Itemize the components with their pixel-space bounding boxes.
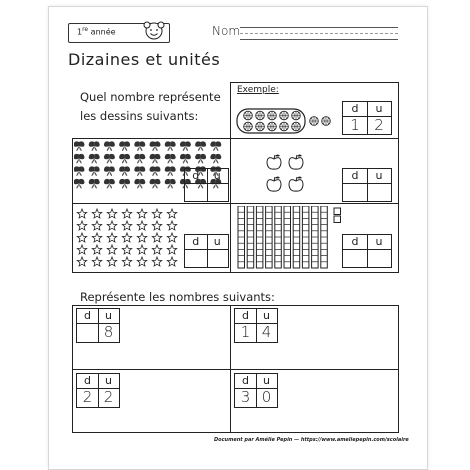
grid-line <box>72 272 399 273</box>
grid-line <box>398 82 399 272</box>
ball-icon <box>280 111 289 120</box>
ten-rod-icon <box>321 206 328 268</box>
u-label: u <box>105 309 112 322</box>
d-label: d <box>192 235 200 248</box>
star-icon <box>122 233 132 242</box>
star-icon <box>137 233 147 242</box>
d-label: d <box>242 374 249 387</box>
butterfly-icon <box>119 141 130 151</box>
answer-du-box[interactable] <box>342 234 392 268</box>
butterfly-icon <box>74 141 85 151</box>
question-line-1: Quel nombre représente <box>80 90 221 104</box>
apple-icon <box>267 155 281 170</box>
star-icon <box>107 209 117 218</box>
apple-icon <box>289 177 303 192</box>
butterfly-icon <box>89 154 100 164</box>
star-icon <box>107 233 117 242</box>
butterfly-icon <box>74 179 85 189</box>
d-label: d <box>242 309 249 322</box>
star-icon <box>137 245 147 254</box>
star-icon <box>167 245 177 254</box>
butterfly-icon <box>165 154 176 164</box>
butterfly-icon <box>150 141 161 151</box>
ball-icon <box>268 122 277 131</box>
butterfly-icon <box>119 179 130 189</box>
number-du-box <box>234 373 278 408</box>
butterfly-icon <box>89 141 100 151</box>
star-icon <box>137 221 147 230</box>
page-title: Dizaines et unités <box>68 50 221 69</box>
grid-line <box>72 369 399 370</box>
u-label: u <box>213 235 221 248</box>
butterfly-icon <box>119 154 130 164</box>
butterfly-icon <box>195 154 206 164</box>
ball-icon <box>268 111 277 120</box>
tens-value: 1 <box>240 323 251 341</box>
butterfly-icon <box>180 154 191 164</box>
star-icon <box>92 221 102 230</box>
butterfly-icon <box>74 166 85 176</box>
example-du-box <box>342 101 392 135</box>
star-icon <box>77 209 87 218</box>
star-icon <box>167 257 177 266</box>
units-value: 0 <box>261 388 272 406</box>
question-text <box>80 88 221 126</box>
name-label: Nom <box>212 24 241 38</box>
grid-line <box>230 82 231 138</box>
butterfly-icon <box>150 166 161 176</box>
grid-line <box>72 305 399 306</box>
base-ten-blocks-drawing <box>236 206 356 270</box>
star-icon <box>77 245 87 254</box>
number-du-box <box>234 308 278 343</box>
ball-icon <box>256 122 265 131</box>
ball-icon <box>292 111 301 120</box>
ball-icon <box>244 111 253 120</box>
ten-rod-icon <box>293 206 300 268</box>
grid-line <box>72 203 399 204</box>
star-icon <box>107 257 117 266</box>
star-icon <box>92 233 102 242</box>
butterfly-icon <box>104 179 115 189</box>
star-icon <box>152 221 162 230</box>
star-icon <box>167 233 177 242</box>
d-label: d <box>351 102 359 115</box>
butterfly-icon <box>134 141 145 151</box>
u-label: u <box>263 309 270 322</box>
grid-line <box>72 305 73 432</box>
ten-rod-icon <box>302 206 309 268</box>
grade-ordinal: 1 <box>77 27 83 37</box>
star-icon <box>122 245 132 254</box>
grade-suffix: re <box>82 26 89 33</box>
d-label: d <box>351 235 359 248</box>
apple-icon <box>267 177 281 192</box>
butterfly-icon <box>150 154 161 164</box>
butterfly-icon <box>104 141 115 151</box>
star-icon <box>152 245 162 254</box>
answer-du-box[interactable] <box>184 234 229 268</box>
ball-icon <box>310 117 319 126</box>
butterfly-icon <box>210 154 221 164</box>
grid-line <box>72 138 399 139</box>
u-label: u <box>375 235 383 248</box>
star-icon <box>122 209 132 218</box>
u-label: u <box>105 374 112 387</box>
ten-rod-icon <box>284 206 291 268</box>
butterfly-icon <box>210 141 221 151</box>
butterfly-icon <box>134 179 145 189</box>
d-label: d <box>351 169 359 182</box>
butterfly-icon <box>89 166 100 176</box>
star-icon <box>167 209 177 218</box>
star-icon <box>77 233 87 242</box>
unit-cube-icon <box>334 208 341 215</box>
butterfly-icon <box>74 154 85 164</box>
butterfly-icon <box>119 166 130 176</box>
star-icon <box>77 257 87 266</box>
star-icon <box>137 257 147 266</box>
star-icon <box>92 209 102 218</box>
butterfly-icon <box>165 166 176 176</box>
ten-rod-icon <box>256 206 263 268</box>
star-icon <box>92 257 102 266</box>
answer-du-box[interactable] <box>342 168 392 202</box>
u-label: u <box>375 169 383 182</box>
stars-drawing <box>74 206 194 270</box>
ten-rod-icon <box>247 206 254 268</box>
u-label: u <box>375 102 383 115</box>
star-icon <box>77 221 87 230</box>
question-line-2: les dessins suivants: <box>80 109 199 123</box>
name-field[interactable] <box>240 27 398 45</box>
butterfly-icon <box>104 154 115 164</box>
example-label: Exemple: <box>237 85 279 95</box>
example-tens-value: 1 <box>350 116 360 134</box>
grid-line <box>230 305 231 432</box>
units-value: 2 <box>103 388 114 406</box>
ten-rod-icon <box>312 206 319 268</box>
butterfly-icon <box>134 166 145 176</box>
butterfly-icon <box>150 179 161 189</box>
units-value: 4 <box>261 323 272 341</box>
units-value: 8 <box>103 323 114 341</box>
star-icon <box>152 257 162 266</box>
grid-line <box>72 138 73 272</box>
example-units-value: 2 <box>374 116 384 134</box>
grid-line <box>230 82 399 83</box>
butterfly-icon <box>165 179 176 189</box>
butterfly-icon <box>195 141 206 151</box>
apples-drawing <box>264 150 314 196</box>
example-balls-group <box>236 108 336 134</box>
ten-rod-icon <box>266 206 273 268</box>
ball-icon <box>280 122 289 131</box>
section-subtitle: Représente les nombres suivants: <box>80 290 275 304</box>
credit-text: Document par Amélie Pepin — https://www.ameliepepin.com/scolaire <box>214 437 409 443</box>
u-label: u <box>263 374 270 387</box>
grade-badge <box>68 23 170 43</box>
answer-du-box[interactable] <box>184 168 229 202</box>
butterfly-icon <box>165 141 176 151</box>
d-label: d <box>84 309 91 322</box>
butterfly-icon <box>104 166 115 176</box>
u-label: u <box>213 169 221 182</box>
star-icon <box>122 257 132 266</box>
ball-icon <box>292 122 301 131</box>
ball-icon <box>322 117 331 126</box>
number-du-box <box>76 373 120 408</box>
number-du-box <box>76 308 120 343</box>
grid-line <box>72 432 399 433</box>
d-label: d <box>84 374 91 387</box>
tens-value: 2 <box>82 388 93 406</box>
ten-rod-icon <box>238 206 245 268</box>
child-face-icon <box>143 19 165 41</box>
star-icon <box>152 209 162 218</box>
grid-line <box>398 305 399 432</box>
star-icon <box>137 209 147 218</box>
grade-word: année <box>90 27 116 37</box>
star-icon <box>167 221 177 230</box>
star-icon <box>107 221 117 230</box>
butterfly-icon <box>180 141 191 151</box>
butterfly-icon <box>89 179 100 189</box>
star-icon <box>152 233 162 242</box>
star-icon <box>92 245 102 254</box>
ball-icon <box>256 111 265 120</box>
d-label: d <box>192 169 200 182</box>
ten-rod-icon <box>275 206 282 268</box>
star-icon <box>107 245 117 254</box>
ball-icon <box>244 122 253 131</box>
star-icon <box>122 221 132 230</box>
apple-icon <box>289 155 303 170</box>
tens-value: 3 <box>240 388 251 406</box>
unit-cube-icon <box>334 216 341 223</box>
butterfly-icon <box>134 154 145 164</box>
